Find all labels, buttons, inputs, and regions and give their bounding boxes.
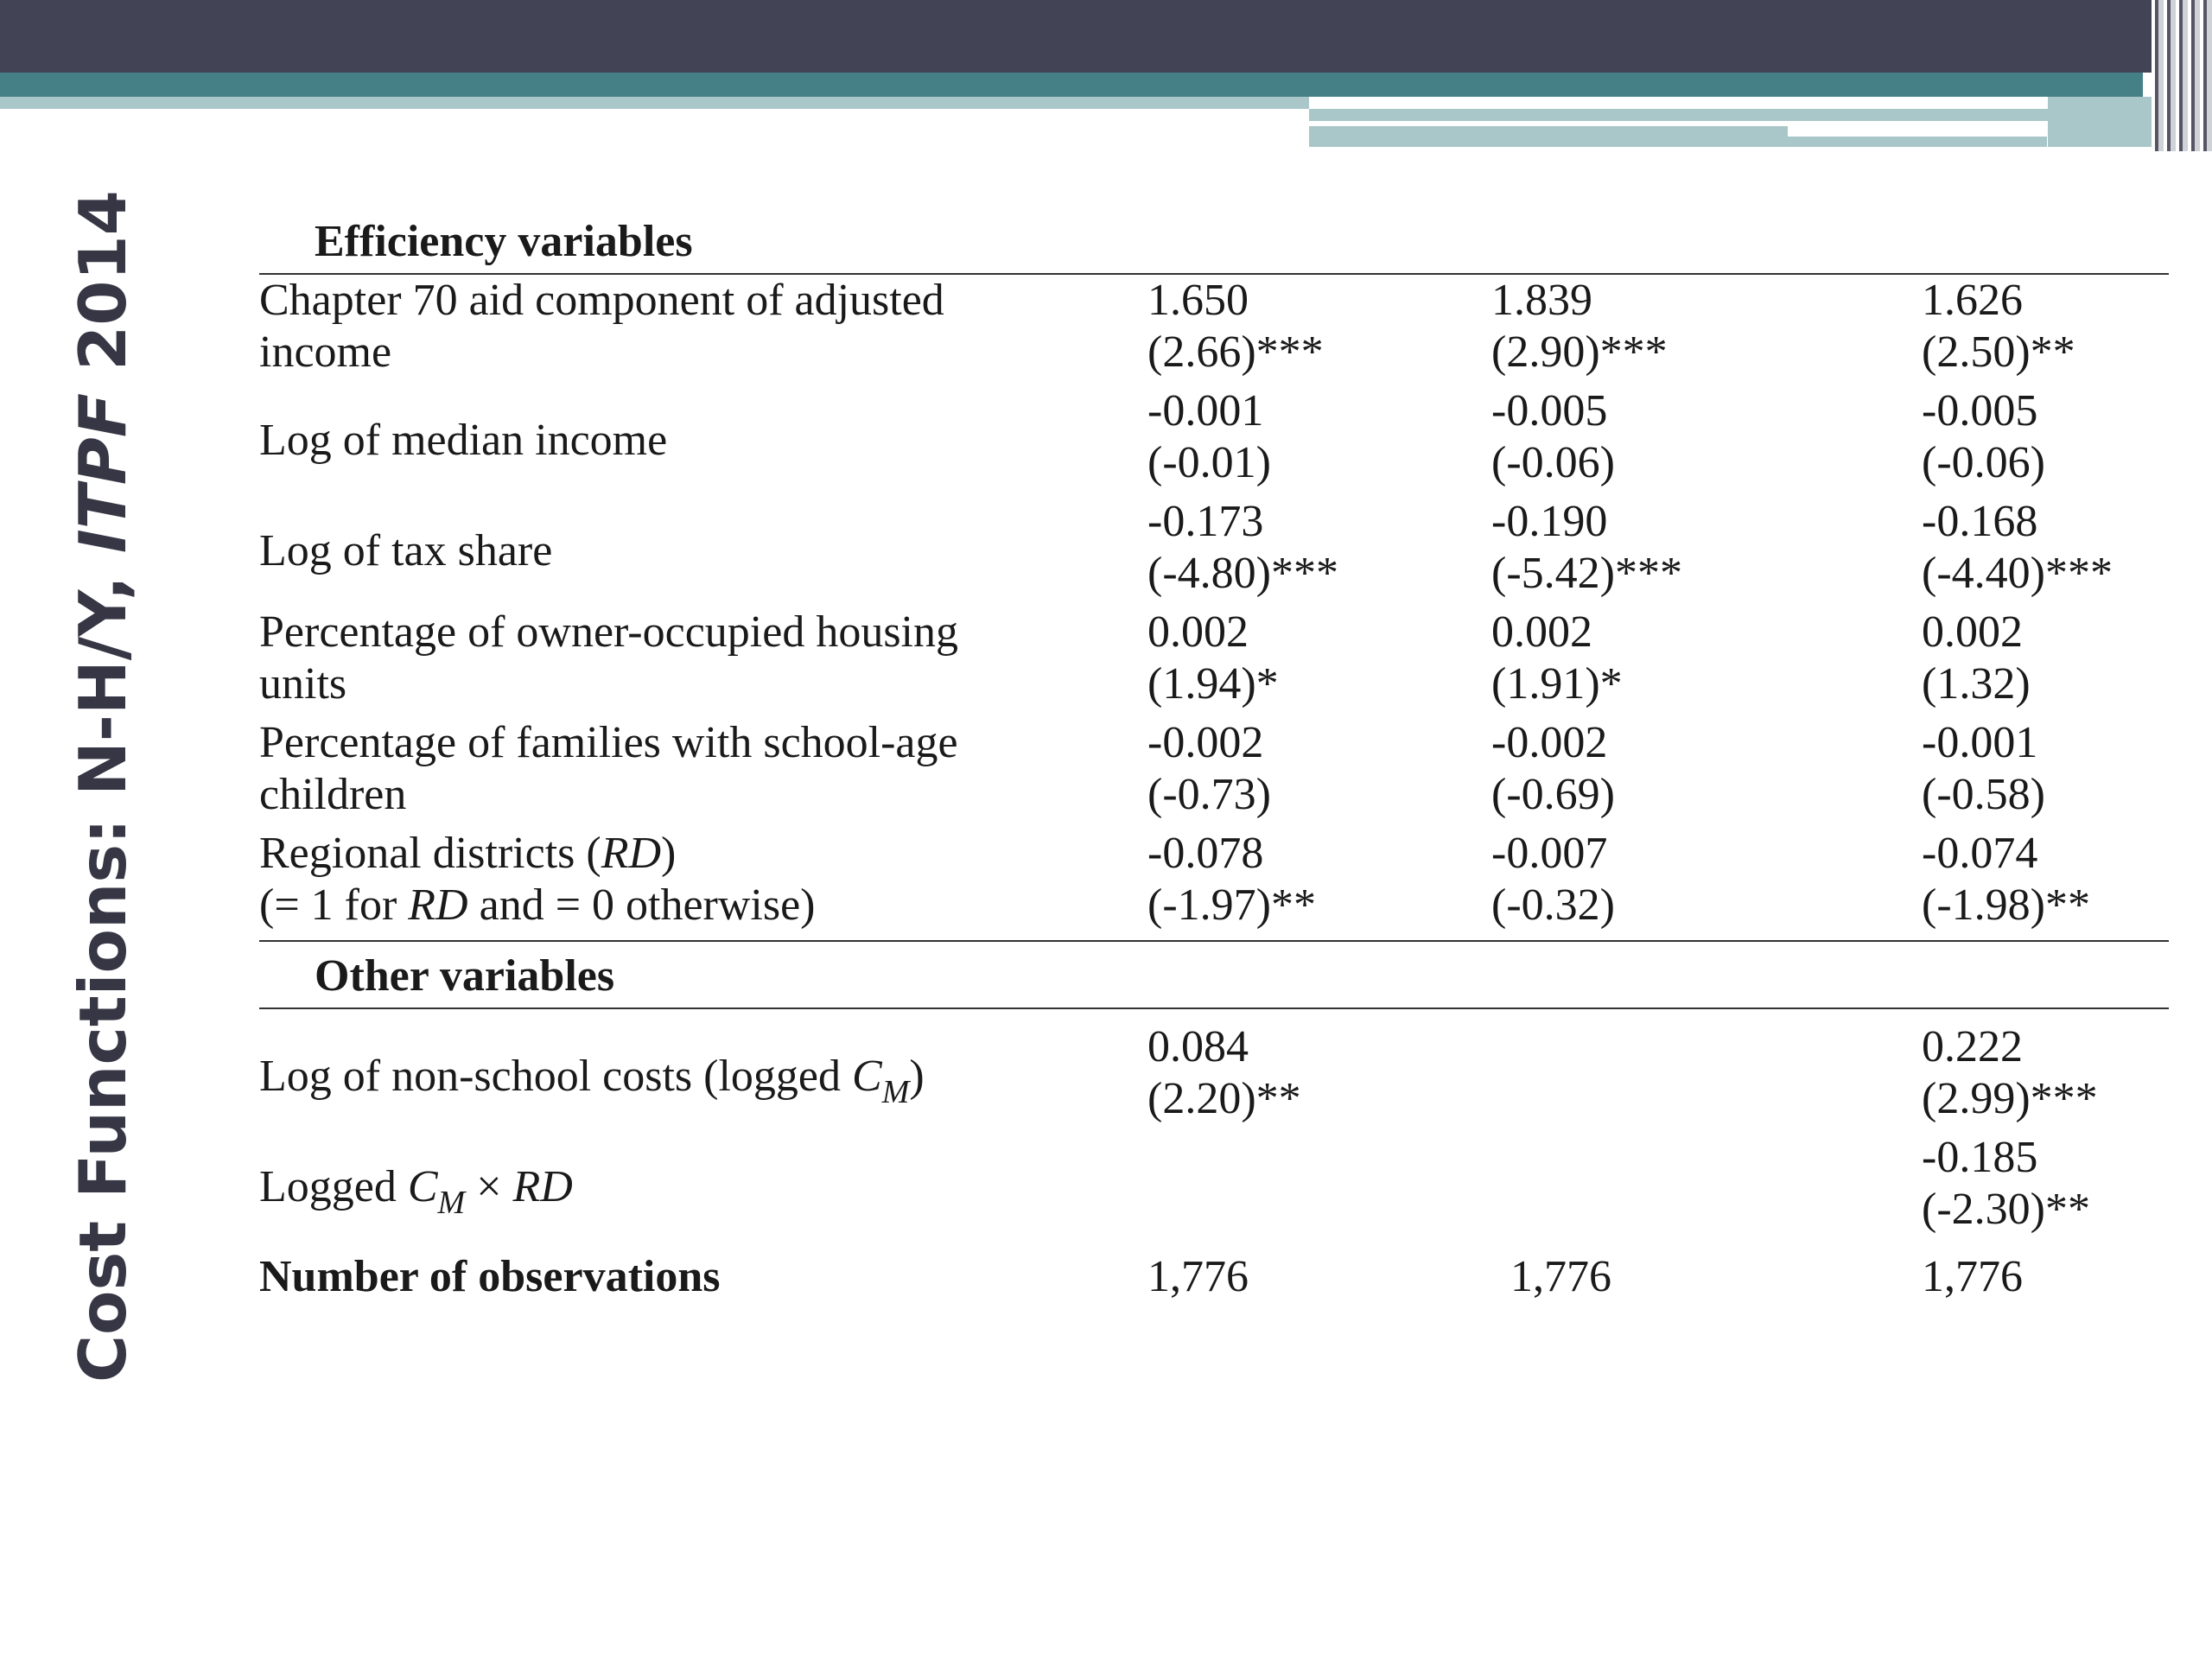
cell-col1: 1.650 (2.66)*** — [1147, 276, 1324, 377]
cell-col3: 1.626 (2.50)** — [1922, 276, 2075, 377]
row-label: Percentage of families with school-age children — [259, 718, 958, 819]
row-label: Log of non-school costs (logged $C_M$) — [259, 1052, 925, 1110]
row-label: Number of observations — [259, 1252, 721, 1301]
cell-col3: 0.002 (1.32) — [1922, 607, 2031, 709]
header-bar-teal — [0, 73, 2143, 97]
row-label: Percentage of owner-occupied housing units — [259, 607, 958, 709]
cell-col2: -0.005 (-0.06) — [1491, 386, 1615, 487]
cell-col3: 0.222 (2.99)*** — [1922, 1022, 2098, 1123]
table-row-regional — [259, 828, 2169, 938]
cell-col1: -0.078 (-1.97)** — [1147, 829, 1316, 930]
table-row-tax-share — [259, 496, 2169, 607]
cell-col3: -0.001 (-0.58) — [1922, 718, 2045, 819]
table-rule — [259, 1007, 2169, 1009]
cell-col2: -0.002 (-0.69) — [1491, 718, 1615, 819]
header-stripe — [1309, 109, 2048, 121]
cell-col2: -0.190 (-5.42)*** — [1491, 497, 1682, 598]
cell-col2: 1,776 — [1510, 1252, 1611, 1301]
header-stripe — [1788, 137, 2047, 147]
table-row-owner-occupied — [259, 607, 2169, 717]
row-label: Logged $C_M$ × RD — [259, 1162, 573, 1221]
cell-col2: -0.007 (-0.32) — [1491, 829, 1615, 930]
slide-title: Cost Functions: N-H/Y, ITPF 2014 — [65, 190, 141, 1382]
header-block-right — [2048, 97, 2160, 147]
table-row-median-income — [259, 385, 2169, 496]
cell-col3: -0.005 (-0.06) — [1922, 386, 2045, 487]
row-label: Regional districts (RD) (= 1 for RD and = 0 otherwise) — [259, 829, 816, 930]
section-header-other: Other variables — [315, 951, 615, 1001]
cell-col1: -0.002 (-0.73) — [1147, 718, 1271, 819]
table-row-observations — [259, 1243, 2169, 1312]
table-row-interaction — [259, 1132, 2169, 1243]
row-label: Log of tax share — [259, 526, 553, 575]
header-bar-dark — [0, 0, 2212, 73]
table-row-non-school — [259, 1021, 2169, 1132]
header-bar-light — [0, 97, 1309, 109]
cell-col1: -0.001 (-0.01) — [1147, 386, 1271, 487]
table-row-school-age — [259, 717, 2169, 828]
header-stripe — [1309, 126, 1788, 147]
cell-col3: -0.168 (-4.40)*** — [1922, 497, 2113, 598]
table-row-chapter70 — [259, 275, 2169, 385]
cell-col1: 0.002 (1.94)* — [1147, 607, 1279, 709]
regression-table — [259, 216, 2169, 1312]
cell-col2: 0.002 (1.91)* — [1491, 607, 1623, 709]
header-vertical-lines — [2152, 0, 2212, 151]
row-label: Log of median income — [259, 416, 668, 465]
cell-col1: 1,776 — [1147, 1252, 1249, 1301]
cell-col2: 1.839 (2.90)*** — [1491, 276, 1668, 377]
section-header-efficiency: Efficiency variables — [315, 217, 693, 266]
cell-col3: 1,776 — [1922, 1252, 2023, 1301]
cell-col1: 0.084 (2.20)** — [1147, 1022, 1301, 1123]
cell-col1: -0.173 (-4.80)*** — [1147, 497, 1338, 598]
row-label: Chapter 70 aid component of adjusted income — [259, 276, 944, 377]
cell-col3: -0.074 (-1.98)** — [1922, 829, 2090, 930]
cell-col3: -0.185 (-2.30)** — [1922, 1133, 2090, 1234]
